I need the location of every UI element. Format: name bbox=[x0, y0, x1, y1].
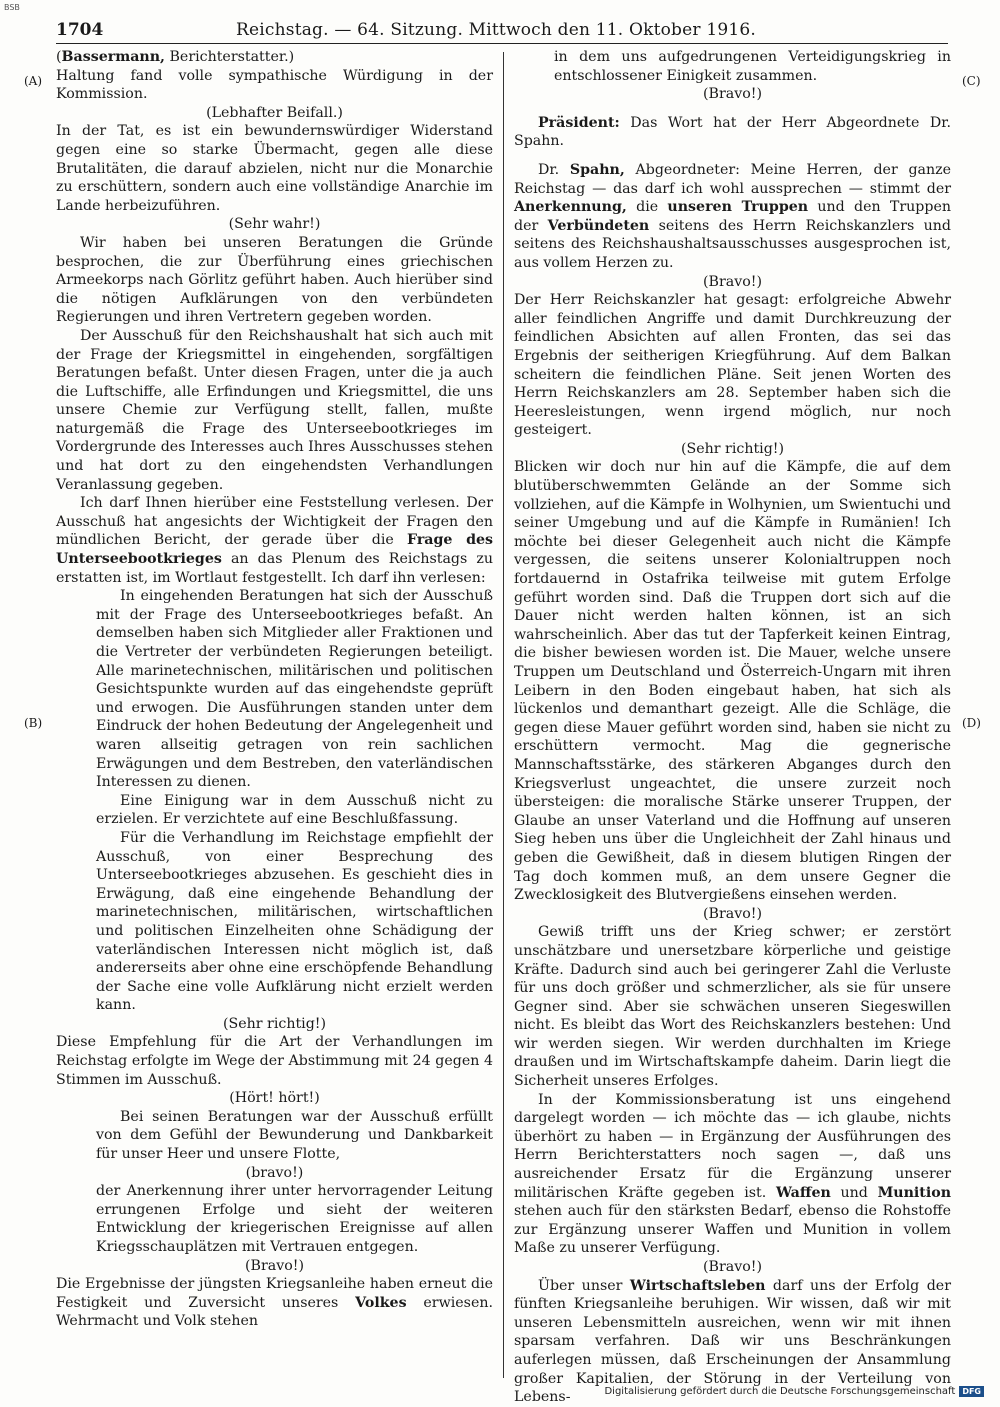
quoted-report: Für die Verhandlung im Reichstage empfiehlt der Ausschuß, von einer Besprechung des Unterseebootkrieges abzusehen. Es geschieht dies in Erwägung, daß eine eingehende Behandlung der marinetechnischen, militärischen, wirtschaftlichen und politischen Einzelheiten ohne Schädigung der vaterländischen Interessen nicht möglich ist, daß andererseits aber ohne eine erschöpfende Behandlung der Sache eine volle Aufklärung nicht erzielt werden kann. bbox=[96, 829, 493, 1014]
left-column bbox=[56, 48, 493, 1331]
paragraph: Diese Empfehlung für die Art der Verhandlungen im Reichstag erfolgte im Wege der Abstimmung mit 24 gegen 4 Stimmen im Ausschuß. bbox=[56, 1034, 493, 1088]
running-title: Reichstag. — 64. Sitzung. Mittwoch den 11. Oktober 1916. bbox=[236, 20, 756, 40]
margin-mark-b: (B) bbox=[24, 716, 43, 730]
dfg-logo: DFG bbox=[959, 1386, 984, 1397]
quoted-report: der Anerkennung ihrer unter hervorragender Leitung errungenen Erfolge und sieht der weiteren Entwicklung der kriegerischen Ereignisse auf allen Kriegsschauplätzen mit Vertrauen entgegen. bbox=[96, 1183, 493, 1255]
paragraph: Der Herr Reichskanzler hat gesagt: erfolgreiche Abwehr aller feindlichen Angriffe und damit Durchkreuzung der feindlichen Absichten auf allen Fronten, das sei das Ergebnis der seitherigen Kriegführung. Auf dem Balkan scheitern die feindlichen Pläne. Seit jenen Worten des Herrn Reichskanzlers am 28. September haben sich die Heeresleistungen, wenn irgend möglich, nur noch gesteigert. bbox=[514, 292, 951, 439]
library-mark: BSB bbox=[4, 3, 20, 12]
right-column bbox=[514, 48, 951, 1407]
reaction: (Bravo!) bbox=[703, 1259, 762, 1275]
page-number: 1704 bbox=[56, 20, 104, 40]
margin-mark-d: (D) bbox=[962, 716, 981, 730]
paragraph: Die Ergebnisse der jüngsten Kriegsanleihe haben erneut die Festigkeit und Zuversicht unseres Volkes erwiesen. Wehrmacht und Volk stehen bbox=[56, 1276, 493, 1330]
reaction: (Bravo!) bbox=[703, 86, 762, 103]
reaction: (Sehr richtig!) bbox=[222, 1015, 327, 1032]
president-line: Präsident: Das Wort hat der Herr Abgeordnete Dr. Spahn. bbox=[514, 114, 952, 150]
reaction: (Bravo!) bbox=[245, 1257, 304, 1274]
header-rule bbox=[56, 43, 948, 44]
margin-mark-c: (C) bbox=[962, 74, 981, 88]
reaction: (Sehr wahr!) bbox=[228, 216, 321, 233]
footer-credit: Digitalisierung gefördert durch die Deutsche Forschungsgemeinschaft bbox=[604, 1386, 956, 1397]
quoted-report: in dem uns aufgedrungenen Verteidigungskrieg in entschlossener Einigkeit zusammen. bbox=[554, 49, 951, 84]
column-divider bbox=[503, 52, 504, 1378]
reaction: (Lebhafter Beifall.) bbox=[206, 104, 343, 121]
speech-opening: Dr. Spahn, Abgeordneter: Meine Herren, der ganze Reichstag — das darf ich wohl aussprechen — stimmt der Anerkennung, die unseren Truppen und den Truppen der Verbündeten seitens des Herrn Reichskanzlers und seitens des Reichshaushaltsausschusses ausgesprochen ist, aus vollem Herzen zu. bbox=[514, 161, 952, 271]
footer bbox=[604, 1386, 984, 1397]
reaction: (bravo!) bbox=[245, 1164, 304, 1181]
reaction: (Bravo!) bbox=[703, 905, 762, 922]
page-header bbox=[56, 16, 948, 42]
margin-mark-a: (A) bbox=[24, 74, 43, 88]
quoted-report: Eine Einigung war in dem Ausschuß nicht zu erzielen. Er verzichtete auf eine Beschlußfassung. bbox=[96, 792, 493, 828]
paragraph: In der Kommissionsberatung ist uns eingehend dargelegt worden — ich möchte das — ich glaube, nichts überhört zu haben — in Ergänzung der Ausführungen des Herrn Berichterstatters noch sagen —, daß uns ausreichender Ersatz für die Ergänzung unserer militärischen Kräfte gegeben ist. Waffen und Munition stehen auch für den stärksten Bedarf, ebenso die Rohstoffe zur Ergänzung unserer Waffen und Munition in vollem Maße zu unserer Verfügung. bbox=[514, 1091, 952, 1257]
speaker-tag: (Bassermann, Berichterstatter.) bbox=[56, 49, 295, 65]
paragraph: Wir haben bei unseren Beratungen die Gründe besprochen, die zur Überführung eines griechischen Armeekorps nach Görlitz geführt haben. Auch hierüber sind die nötigen Aufklärungen von den verbündeten Regierungen und ihren Vertretern gegeben worden. bbox=[56, 234, 493, 326]
paragraph: Haltung fand volle sympathische Würdigung in der Kommission. bbox=[56, 67, 493, 103]
paragraph: Gewiß trifft uns der Krieg schwer; er zerstört unschätzbare und unersetzbare körperliche und geistige Kräfte. Dadurch sind auch bei geringerer Zahl die Verluste für uns doch größer und schmerzlicher, als sie für unsere Gegner sind. Aber sie schwächen unseren Siegeswillen nicht. Es bleibt das Wort des Reichskanzlers bestehen: Und wir werden siegen. Wir werden durchhalten im Kriege draußen und im Wirtschaftskampfe daheim. Darin liegt die Sicherheit unseres Erfolges. bbox=[514, 924, 951, 1090]
quoted-report: Bei seinen Beratungen war der Ausschuß erfüllt von dem Gefühl der Bewunderung und Dankbarkeit für unser Heer und unsere Flotte, bbox=[96, 1108, 493, 1163]
quoted-report: In eingehenden Beratungen hat sich der Ausschuß mit der Frage des Unterseebootkrieges befaßt. An demselben haben sich Mitglieder aller Fraktionen und die Vertreter der verbündeten Regierungen beteiligt. Alle marinetechnischen, militärischen und politischen Gesichtspunkte wurden auf das eingehendste geprüft und erwogen. Die Ausführungen standen unter dem Eindruck der hohen Bedeutung der Angelegenheit und waren allseitig getragen von rein sachlichen Erwägungen und dem Bestreben, den vaterländischen Interessen zu dienen. bbox=[96, 588, 493, 791]
paragraph: Ich darf Ihnen hierüber eine Feststellung verlesen. Der Ausschuß hat angesichts der Wichtigkeit der Fragen den mündlichen Bericht, der gerade über die Frage des Unterseebootkrieges an das Plenum des Reichstags zu erstatten ist, im Wortlaut festgestellt. Ich darf ihn verlesen: bbox=[56, 495, 493, 586]
paragraph: In der Tat, es ist ein bewundernswürdiger Widerstand gegen eine so starke Übermacht, gegen alle diese Brutalitäten, die darauf abzielen, nicht nur die Monarchie zu erschüttern, sondern auch eine vollständige Anarchie im Lande herbeizuführen. bbox=[56, 123, 493, 214]
paragraph: Über unser Wirtschaftsleben darf uns der Erfolg der fünften Kriegsanleihe beruhigen. Wir wissen, daß wir mit unseren Lebensmitteln ausreichen, wenn wir mit ihnen sparsam verfahren. Daß wir uns Beschränkungen auferlegen müssen, daß Erscheinungen der Ansammlung großer Kapitalien, der Störung in der Verteilung von Lebens- bbox=[514, 1277, 951, 1406]
paragraph: Blicken wir doch nur hin auf die Kämpfe, die auf dem blutüberschwemmten Gelände an der Somme sich vollziehen, auf die Kämpfe in Wolhynien, um Swientuchi und seiner Umgebung und auf die Kämpfe in Rumänien! Ich möchte bei dieser Gelegenheit auch nicht die Kämpfe vergessen, die seitens unserer Kolonialtruppen noch fortdauernd in Ostafrika teilweise mit gutem Erfolge geführt worden sind. Daß die Truppen dort sich auf die Dauer nicht werden halten können, ist an sich wahrscheinlich. Aber das tut der Tapferkeit keinen Eintrag, die bisher bewiesen worden ist. Die Mauer, welche unsere Truppen um Deutschland und Österreich-Ungarn mit ihren Leibern in den Boden eingebaut haben, hat sich als lückenlos und demanthart gezeigt. Alle die Schläge, die gegen diese Mauer geführt worden sind, haben sie nicht zu erschüttern vermocht. Mag die gegnerische Mannschaftsstärke, des stärkeren Abganges durch den Kriegsverlust ungeachtet, die unsere zurzeit noch übersteigen: die moralische Stärke unserer Truppen, der Glaube an unser Vaterland und die Hoffnung auf unseren Sieg heben uns über die Ungleichheit der Zahl hinaus und geben die Gewißheit, daß in diesem blutigen Ringen der Tag doch kommen muß, an dem unsere Gegner die Zwecklosigkeit des Blutvergießens einsehen werden. bbox=[514, 459, 951, 904]
reaction: (Hört! hört!) bbox=[229, 1090, 320, 1107]
reaction: (Bravo!) bbox=[703, 273, 762, 290]
paragraph: Der Ausschuß für den Reichshaushalt hat sich auch mit der Frage der Kriegsmittel in eingehenden, sorgfältigen Beratungen befaßt. Unter diesen Fragen, unter die ja auch die Luftschiffe, alle Erfindungen und Kriegsmittel, die uns unsere Chemie zur Verfügung stellt, fallen, mußte naturgemäß die Frage des Unterseebootkrieges im Vordergrunde des Interesses auch Ihres Ausschusses stehen und hat dort zu den eingehendsten Verhandlungen Veranlassung gegeben. bbox=[56, 327, 493, 493]
reaction: (Sehr richtig!) bbox=[680, 440, 785, 457]
